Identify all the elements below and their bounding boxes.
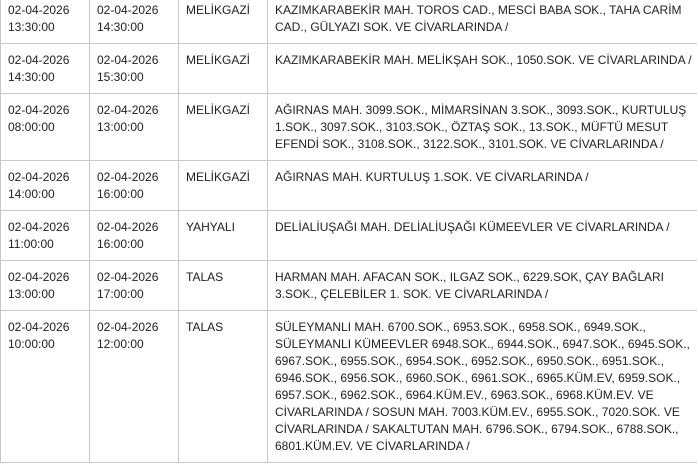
district-name: MELİKGAZİ	[186, 170, 251, 184]
end-time: 14:30:00	[97, 20, 144, 34]
start-date: 02-04-2026	[8, 170, 70, 184]
table-row	[1, 44, 697, 94]
start-datetime-cell	[1, 44, 90, 94]
end-date: 02-04-2026	[97, 320, 159, 334]
affected-area-text: SÜLEYMANLI MAH. 6700.SOK., 6953.SOK., 6958.SOK., 6949.SOK., SÜLEYMANLI KÜMEEVLER 6948.SOK., 6944.SOK., 6947.SOK., 6945.SOK., 6967.SOK., 6955.SOK., 6954.SOK., 6952.SOK., 6950.SOK., 6951.SOK., 6946.SOK., 6956.SOK., 6960.SOK., 6961.SOK., 6965.KÜM.EV, 6959.SOK., 6957.SOK., 6962.SOK., 6964.KÜM.EV., 6963.SOK., 6968.KÜM.EV. VE CİVARLARINDA / SOSUN MAH. 7003.KÜM.EV., 6955.SOK., 7020.SOK. VE CİVARLARINDA / SAKALTUTAN MAH. 6796.SOK., 6794.SOK., 6788.SOK., 6801.KÜM.EV. VE CİVARLARINDA /	[275, 320, 690, 453]
district-name: MELİKGAZİ	[186, 53, 251, 67]
area-cell	[268, 261, 697, 311]
affected-area-text: KAZIMKARABEKİR MAH. TOROS CAD., MESCİ BABA SOK., TAHA CARİM CAD., GÜLYAZI SOK. VE CİVARLARINDA /	[275, 3, 682, 34]
end-datetime-cell	[90, 261, 179, 311]
end-datetime-cell	[90, 44, 179, 94]
district-name: TALAS	[186, 320, 224, 334]
district-name: MELİKGAZİ	[186, 103, 251, 117]
district-name: TALAS	[186, 270, 224, 284]
start-date: 02-04-2026	[8, 320, 70, 334]
area-cell	[268, 211, 697, 261]
start-datetime-cell	[1, 261, 90, 311]
end-time: 17:00:00	[97, 287, 144, 301]
affected-area-text: HARMAN MAH. AFACAN SOK., ILGAZ SOK., 6229.SOK, ÇAY BAĞLARI 3.SOK., ÇELEBİLER 1. SOK. VE CİVARLARINDA /	[275, 270, 665, 301]
area-cell	[268, 311, 697, 463]
affected-area-text: AĞIRNAS MAH. KURTULUŞ 1.SOK. VE CİVARLARINDA /	[275, 170, 589, 184]
table-row	[1, 0, 697, 44]
start-date: 02-04-2026	[8, 53, 70, 67]
end-time: 16:00:00	[97, 237, 144, 251]
affected-area-text: AĞIRNAS MAH. 3099.SOK., MİMARSİNAN 3.SOK., 3093.SOK., KURTULUŞ 1.SOK., 3097.SOK., 3103.SOK., ÖZTAŞ SOK., 13.SOK., MÜFTÜ MESUT EFENDİ SOK., 3108.SOK., 3122.SOK., 3101.SOK. VE CİVARLARINDA /	[275, 103, 687, 151]
start-datetime-cell	[1, 161, 90, 211]
start-date: 02-04-2026	[8, 3, 70, 17]
district-cell	[179, 261, 268, 311]
district-cell	[179, 44, 268, 94]
start-date: 02-04-2026	[8, 270, 70, 284]
start-time: 10:00:00	[8, 337, 55, 351]
affected-area-text: DELİALİUŞAĞI MAH. DELİALİUŞAĞI KÜMEEVLER VE CİVARLARINDA /	[275, 220, 670, 234]
table-row	[1, 94, 697, 161]
district-cell	[179, 94, 268, 161]
start-time: 13:30:00	[8, 20, 55, 34]
district-name: YAHYALI	[186, 220, 235, 234]
start-time: 14:00:00	[8, 187, 55, 201]
start-date: 02-04-2026	[8, 103, 70, 117]
start-time: 14:30:00	[8, 70, 55, 84]
district-cell	[179, 211, 268, 261]
start-datetime-cell	[1, 211, 90, 261]
table-row	[1, 261, 697, 311]
start-time: 13:00:00	[8, 287, 55, 301]
table-row	[1, 211, 697, 261]
end-time: 16:00:00	[97, 187, 144, 201]
end-datetime-cell	[90, 211, 179, 261]
end-datetime-cell	[90, 311, 179, 463]
end-date: 02-04-2026	[97, 170, 159, 184]
district-cell	[179, 0, 268, 44]
area-cell	[268, 161, 697, 211]
area-cell	[268, 94, 697, 161]
start-datetime-cell	[1, 94, 90, 161]
district-cell	[179, 311, 268, 463]
outage-table-body	[1, 0, 697, 463]
end-time: 13:00:00	[97, 120, 144, 134]
start-time: 08:00:00	[8, 120, 55, 134]
district-name: MELİKGAZİ	[186, 3, 251, 17]
end-time: 15:30:00	[97, 70, 144, 84]
end-date: 02-04-2026	[97, 220, 159, 234]
end-datetime-cell	[90, 161, 179, 211]
table-row	[1, 161, 697, 211]
start-datetime-cell	[1, 0, 90, 44]
start-time: 11:00:00	[8, 237, 54, 251]
end-date: 02-04-2026	[97, 53, 159, 67]
area-cell	[268, 44, 697, 94]
table-row	[1, 311, 697, 463]
district-cell	[179, 161, 268, 211]
end-date: 02-04-2026	[97, 270, 159, 284]
end-date: 02-04-2026	[97, 103, 159, 117]
start-date: 02-04-2026	[8, 220, 70, 234]
end-time: 12:00:00	[97, 337, 144, 351]
end-datetime-cell	[90, 0, 179, 44]
end-date: 02-04-2026	[97, 3, 159, 17]
end-datetime-cell	[90, 94, 179, 161]
area-cell	[268, 0, 697, 44]
start-datetime-cell	[1, 311, 90, 463]
affected-area-text: KAZIMKARABEKİR MAH. MELİKŞAH SOK., 1050.SOK. VE CİVARLARINDA /	[275, 53, 692, 67]
